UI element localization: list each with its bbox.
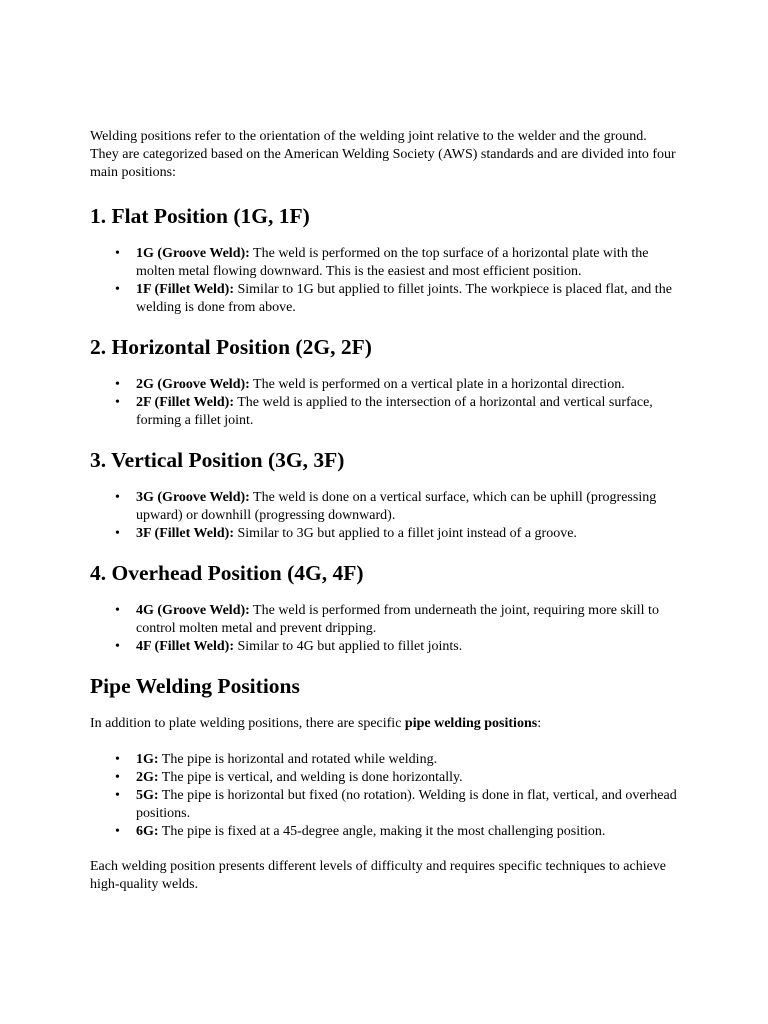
item-text: The pipe is horizontal and rotated while welding. <box>158 752 438 767</box>
section-heading: Pipe Welding Positions <box>90 674 300 698</box>
item-term: 2G (Groove Weld): <box>136 377 250 392</box>
item-text: The weld is applied to the intersection of a horizontal and vertical surface, forming a fillet joint. <box>136 395 653 428</box>
section-heading: 4. Overhead Position (4G, 4F) <box>90 561 364 585</box>
item-text: Similar to 4G but applied to fillet joints. <box>233 639 463 654</box>
intro-paragraph: Welding positions refer to the orientation of the welding joint relative to the welder and the ground. They are categorized based on the American Welding Society (AWS) standards and are divided into four main positions: <box>90 129 676 180</box>
section-horizontal-position <box>90 334 678 430</box>
list-item <box>136 394 678 430</box>
item-term: 1G (Groove Weld): <box>136 246 250 261</box>
item-term: 3F (Fillet Weld): <box>136 526 234 541</box>
item-term: 1F (Fillet Weld): <box>136 282 234 297</box>
bullet-list <box>90 751 678 841</box>
section-heading: 2. Horizontal Position (2G, 2F) <box>90 335 372 359</box>
conclusion-paragraph: Each welding position presents different levels of difficulty and requires specific techniques to achieve high-quality welds. <box>90 859 667 892</box>
list-item <box>136 823 678 841</box>
bullet-list <box>90 602 678 656</box>
item-term: 3G (Groove Weld): <box>136 490 250 505</box>
item-term: 5G: <box>136 788 159 803</box>
section-overhead-position <box>90 560 678 656</box>
list-item <box>136 489 678 525</box>
list-item <box>136 245 678 281</box>
item-text: The pipe is vertical, and welding is done horizontally. <box>158 770 463 785</box>
section-heading: 1. Flat Position (1G, 1F) <box>90 204 310 228</box>
item-term: 6G: <box>136 824 159 839</box>
list-item <box>136 281 678 317</box>
item-text: The weld is performed from underneath the joint, requiring more skill to control molten metal and prevent dripping. <box>136 603 659 636</box>
item-text: The weld is performed on the top surface of a horizontal plate with the molten metal flowing downward. This is the easiest and most efficient position. <box>136 246 649 279</box>
section-vertical-position <box>90 447 678 543</box>
list-item <box>136 787 678 823</box>
item-term: 1G: <box>136 752 159 767</box>
pipe-intro-tail: : <box>537 716 542 731</box>
section-flat-position <box>90 203 678 317</box>
item-text: The weld is performed on a vertical plate in a horizontal direction. <box>249 377 625 392</box>
item-text: The pipe is horizontal but fixed (no rotation). Welding is done in flat, vertical, and overhead positions. <box>136 788 677 821</box>
pipe-intro-text: In addition to plate welding positions, there are specific <box>90 716 405 731</box>
item-text: The pipe is fixed at a 45-degree angle, making it the most challenging position. <box>158 824 606 839</box>
item-term: 2F (Fillet Weld): <box>136 395 234 410</box>
bullet-list <box>90 245 678 317</box>
item-text: The weld is done on a vertical surface, which can be uphill (progressing upward) or downhill (progressing downward). <box>136 490 657 523</box>
item-text: Similar to 1G but applied to fillet joints. The workpiece is placed flat, and the welding is done from above. <box>136 282 672 315</box>
list-item <box>136 602 678 638</box>
pipe-intro-paragraph <box>90 715 678 733</box>
list-item <box>136 751 678 769</box>
bullet-list <box>90 489 678 543</box>
section-heading: 3. Vertical Position (3G, 3F) <box>90 448 345 472</box>
section-pipe-welding-positions <box>90 673 678 841</box>
list-item <box>136 769 678 787</box>
item-term: 4G (Groove Weld): <box>136 603 250 618</box>
item-text: Similar to 3G but applied to a fillet joint instead of a groove. <box>233 526 577 541</box>
item-term: 4F (Fillet Weld): <box>136 639 234 654</box>
bullet-list <box>90 376 678 430</box>
list-item <box>136 638 678 656</box>
list-item <box>136 376 678 394</box>
item-term: 2G: <box>136 770 159 785</box>
pipe-intro-bold: pipe welding positions <box>404 716 538 731</box>
list-item <box>136 525 678 543</box>
